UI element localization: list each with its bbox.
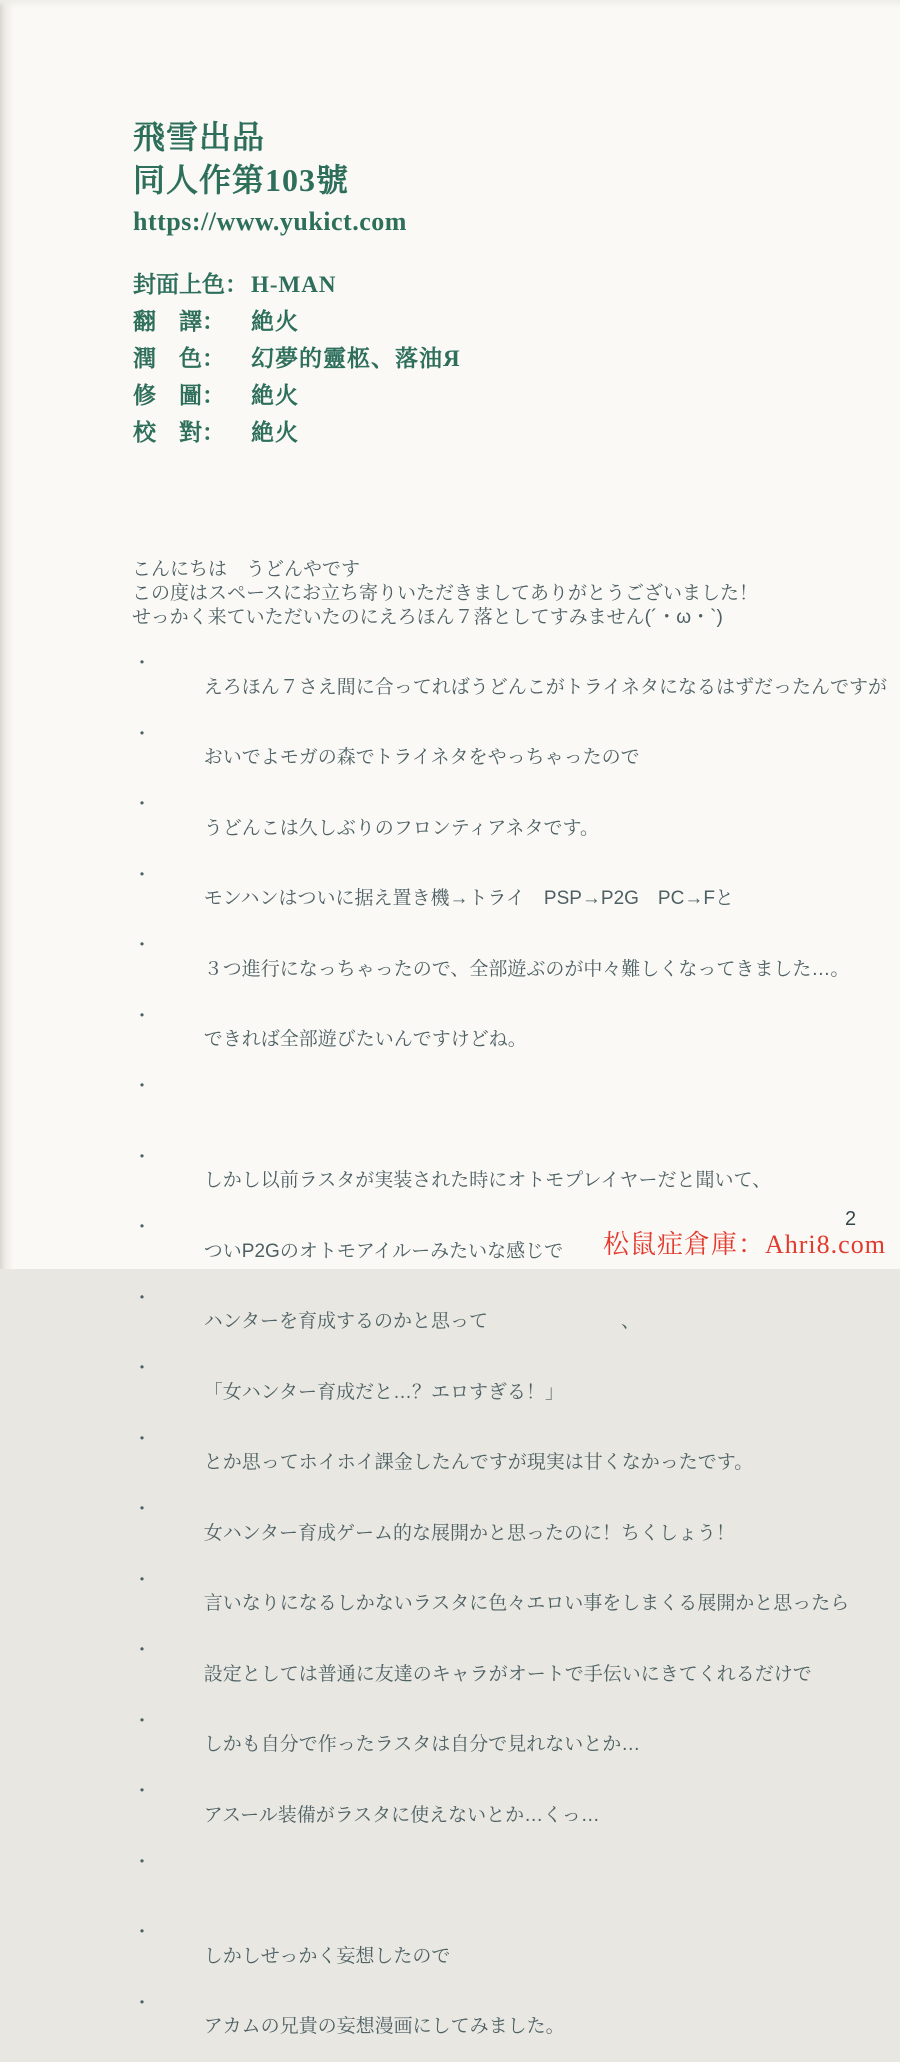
credit-role-label: 修 圖： — [133, 377, 251, 414]
bullet-icon: ・ — [133, 1287, 151, 1311]
watermark-text: 松鼠症倉庫：Ahri8.com — [603, 1229, 886, 1261]
bullet-text: とか思ってホイホイ課金したんですが現実は甘くなかったです。 — [204, 1452, 753, 1473]
bullet-text: ついP2Gのオトモアイルーみたいな感じで — [204, 1241, 563, 1262]
bullet-line — [132, 793, 872, 864]
bullet-icon: ・ — [133, 1498, 151, 1522]
credit-row — [133, 377, 461, 414]
bullet-icon: ・ — [133, 1005, 151, 1029]
publisher-name: 飛雪出品 — [133, 116, 407, 159]
bullet-line — [132, 723, 872, 794]
credit-person-name: 幻夢的靈柩、落油Я — [251, 346, 461, 371]
bullet-list — [132, 652, 872, 2062]
page-number: 2 — [845, 1207, 856, 1231]
bullet-text: しかしせっかく妄想したので — [204, 1946, 451, 1967]
credit-row — [133, 414, 461, 451]
bullet-icon: ・ — [133, 1710, 151, 1734]
bullet-line — [132, 1287, 872, 1358]
bullet-text: 設定としては普通に友達のキャラがオートで手伝いにきてくれるだけで — [204, 1664, 812, 1685]
credit-row — [133, 340, 461, 377]
bullet-icon: ・ — [133, 723, 151, 747]
bullet-icon: ・ — [133, 1639, 151, 1663]
bullet-line — [132, 1005, 872, 1076]
greeting-line: こんにちは うどんやです — [132, 558, 872, 582]
bullet-text: しかも自分で作ったラスタは自分で見れないとか… — [204, 1734, 640, 1755]
bullet-text: ハンターを育成するのかと思って 、 — [204, 1311, 640, 1332]
bullet-line — [132, 1075, 872, 1146]
credits-list — [133, 266, 461, 451]
bullet-icon: ・ — [133, 1780, 151, 1804]
bullet-icon: ・ — [133, 864, 151, 888]
bullet-icon: ・ — [133, 1357, 151, 1381]
bullet-text: おいでよモガの森でトライネタをやっちゃったので — [204, 747, 640, 768]
bullet-icon: ・ — [133, 1921, 151, 1945]
credit-person-name: H-MAN — [251, 272, 336, 297]
credit-person-name: 絶火 — [251, 309, 299, 334]
bullet-line — [132, 652, 872, 723]
credit-row — [133, 303, 461, 340]
bullet-text: しかし以前ラスタが実装された時にオトモプレイヤーだと聞いて、 — [204, 1170, 771, 1191]
bullet-icon: ・ — [133, 793, 151, 817]
credit-row — [133, 266, 461, 303]
bullet-text: 「女ハンター育成だと…？エロすぎる！」 — [204, 1382, 564, 1403]
bullet-icon: ・ — [133, 1428, 151, 1452]
bullet-text: 言いなりになるしかないラスタに色々エロい事をしまくる展開かと思ったら — [204, 1593, 849, 1614]
bullet-text: ３つ進行になっちゃったので、全部遊ぶのが中々難しくなってきました…。 — [204, 959, 850, 980]
greeting-line: この度はスペースにお立ち寄りいただきましてありがとうございました！ — [132, 582, 872, 606]
publisher-url[interactable]: https://www.yukict.com — [133, 205, 407, 239]
bullet-line — [132, 1780, 872, 1851]
bullet-text: アカムの兄貴の妄想漫画にしてみました。 — [204, 2016, 565, 2037]
bullet-icon: ・ — [133, 1992, 151, 2016]
bullet-text: アスール装備がラスタに使えないとか…くっ… — [204, 1805, 600, 1826]
bullet-line — [132, 1428, 872, 1499]
bullet-line — [132, 1498, 872, 1569]
bullet-text: モンハンはついに据え置き機→トライ PSP→P2G PC→Fと — [204, 888, 734, 909]
afterword-text — [132, 558, 872, 2062]
bullet-icon: ・ — [133, 1216, 151, 1240]
bullet-icon: ・ — [133, 934, 151, 958]
bullet-line — [132, 1851, 872, 1922]
bullet-line — [132, 1992, 872, 2062]
bullet-line — [132, 1639, 872, 1710]
bullet-icon: ・ — [133, 1075, 151, 1099]
bullet-line — [132, 934, 872, 1005]
credit-person-name: 絶火 — [251, 420, 299, 445]
bullet-line — [132, 1921, 872, 1992]
credit-role-label: 校 對： — [133, 414, 251, 451]
credit-role-label: 封面上色： — [133, 266, 251, 303]
bullet-text: えろほん７さえ間に合ってればうどんこがトライネタになるはずだったんですが — [204, 677, 887, 698]
bullet-line — [132, 864, 872, 935]
credit-role-label: 翻 譯： — [133, 303, 251, 340]
credit-person-name: 絶火 — [251, 383, 299, 408]
greeting-line: せっかく来ていただいたのにえろほん７落としてすみません(´・ω・`) — [132, 606, 872, 630]
bullet-icon: ・ — [133, 652, 151, 676]
publication-number: 同人作第103號 — [133, 159, 407, 202]
bullet-icon: ・ — [133, 1146, 151, 1170]
bullet-line — [132, 1710, 872, 1781]
bullet-text: できれば全部遊びたいんですけどね。 — [204, 1029, 527, 1050]
bullet-icon: ・ — [133, 1851, 151, 1875]
publisher-block — [133, 116, 407, 239]
bullet-line — [132, 1146, 872, 1217]
bullet-icon: ・ — [133, 1569, 151, 1593]
greeting-paragraph — [132, 558, 872, 630]
credit-role-label: 潤 色： — [133, 340, 251, 377]
bullet-text: 女ハンター育成ゲーム的な展開かと思ったのに！ちくしょう！ — [204, 1523, 735, 1544]
bullet-text: うどんこは久しぶりのフロンティアネタです。 — [204, 818, 599, 839]
bullet-line — [132, 1569, 872, 1640]
bullet-line — [132, 1357, 872, 1428]
